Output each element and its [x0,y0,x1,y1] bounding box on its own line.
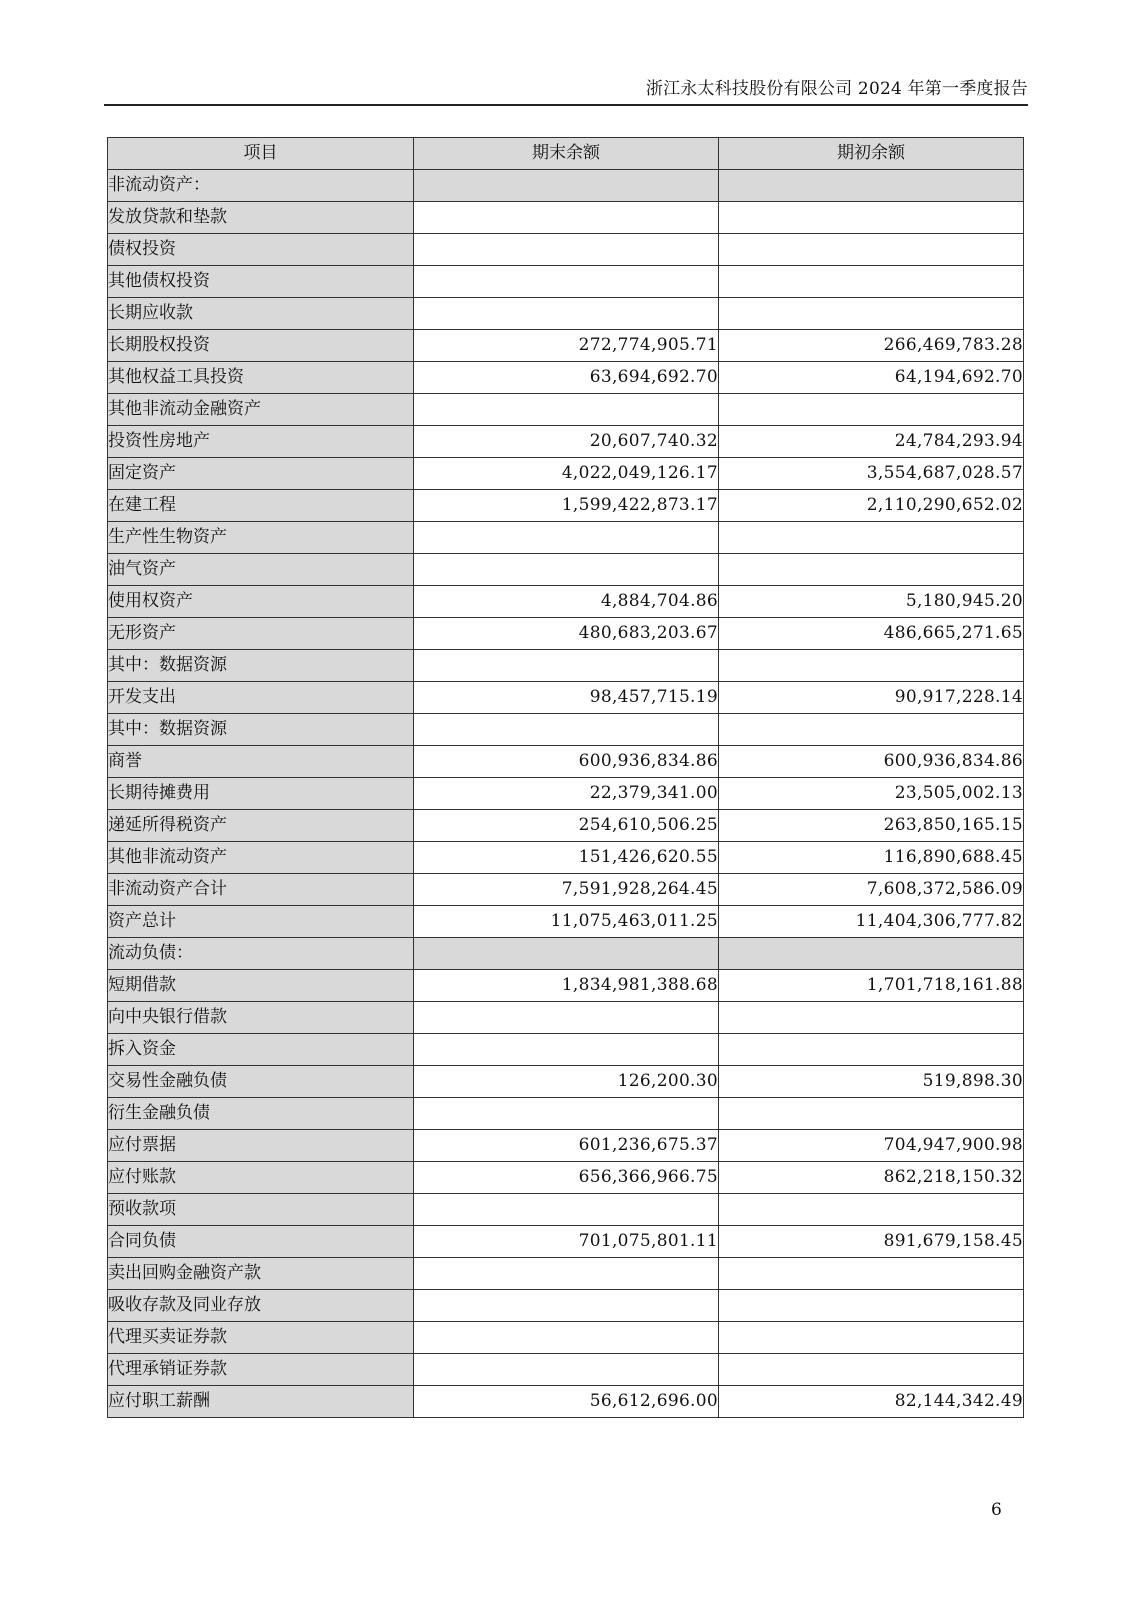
ending-balance-cell: 98,457,715.19 [414,682,719,714]
row-label: 递延所得税资产 [108,810,414,842]
beginning-balance-cell: 519,898.30 [719,1066,1024,1098]
table-row [108,1354,1024,1386]
beginning-balance-cell [719,170,1024,202]
table-row [108,1386,1024,1418]
beginning-balance-cell: 600,936,834.86 [719,746,1024,778]
beginning-balance-cell: 5,180,945.20 [719,586,1024,618]
beginning-balance-cell [719,554,1024,586]
row-label: 代理买卖证券款 [108,1322,414,1354]
beginning-balance-cell [719,298,1024,330]
table-row [108,458,1024,490]
beginning-balance-cell: 486,665,271.65 [719,618,1024,650]
row-label: 应付职工薪酬 [108,1386,414,1418]
row-label: 预收款项 [108,1194,414,1226]
row-label: 资产总计 [108,906,414,938]
beginning-balance-cell: 1,701,718,161.88 [719,970,1024,1002]
table-row [108,1098,1024,1130]
ending-balance-cell: 20,607,740.32 [414,426,719,458]
row-label: 其他债权投资 [108,266,414,298]
beginning-balance-cell [719,234,1024,266]
beginning-balance-cell [719,266,1024,298]
beginning-balance-cell [719,1194,1024,1226]
row-label: 代理承销证券款 [108,1354,414,1386]
beginning-balance-cell [719,1354,1024,1386]
beginning-balance-cell: 891,679,158.45 [719,1226,1024,1258]
row-label: 其中：数据资源 [108,714,414,746]
beginning-balance-cell: 82,144,342.49 [719,1386,1024,1418]
ending-balance-cell [414,522,719,554]
row-label: 商誉 [108,746,414,778]
ending-balance-cell [414,554,719,586]
row-label: 流动负债： [108,938,414,970]
beginning-balance-cell [719,938,1024,970]
table-row [108,1002,1024,1034]
row-label: 卖出回购金融资产款 [108,1258,414,1290]
row-label: 其他非流动资产 [108,842,414,874]
row-label: 其中：数据资源 [108,650,414,682]
table-row [108,1162,1024,1194]
ending-balance-cell: 63,694,692.70 [414,362,719,394]
beginning-balance-cell [719,1258,1024,1290]
row-label: 拆入资金 [108,1034,414,1066]
ending-balance-cell [414,234,719,266]
ending-balance-cell [414,1258,719,1290]
table-row [108,1290,1024,1322]
beginning-balance-cell: 862,218,150.32 [719,1162,1024,1194]
table-row [108,1130,1024,1162]
beginning-balance-cell: 3,554,687,028.57 [719,458,1024,490]
row-label: 应付票据 [108,1130,414,1162]
row-label: 吸收存款及同业存放 [108,1290,414,1322]
table-row [108,682,1024,714]
beginning-balance-cell: 263,850,165.15 [719,810,1024,842]
row-label: 交易性金融负债 [108,1066,414,1098]
table-row [108,202,1024,234]
beginning-balance-cell: 116,890,688.45 [719,842,1024,874]
ending-balance-cell: 601,236,675.37 [414,1130,719,1162]
column-header-item: 项目 [108,138,414,170]
ending-balance-cell [414,170,719,202]
beginning-balance-cell: 24,784,293.94 [719,426,1024,458]
column-header-beginning-balance: 期初余额 [719,138,1024,170]
ending-balance-cell: 272,774,905.71 [414,330,719,362]
balance-sheet-table [107,137,1024,1418]
beginning-balance-cell [719,1290,1024,1322]
beginning-balance-cell [719,1322,1024,1354]
table-row [108,266,1024,298]
ending-balance-cell [414,266,719,298]
table-row [108,234,1024,266]
row-label: 长期应收款 [108,298,414,330]
ending-balance-cell [414,1034,719,1066]
beginning-balance-cell: 11,404,306,777.82 [719,906,1024,938]
ending-balance-cell: 151,426,620.55 [414,842,719,874]
row-label: 非流动资产合计 [108,874,414,906]
table-row [108,362,1024,394]
row-label: 固定资产 [108,458,414,490]
table-row [108,842,1024,874]
table-row [108,906,1024,938]
ending-balance-cell: 600,936,834.86 [414,746,719,778]
ending-balance-cell: 254,610,506.25 [414,810,719,842]
ending-balance-cell [414,1002,719,1034]
table-row [108,1258,1024,1290]
table-row [108,970,1024,1002]
beginning-balance-cell: 266,469,783.28 [719,330,1024,362]
beginning-balance-cell [719,714,1024,746]
table-row [108,522,1024,554]
beginning-balance-cell [719,394,1024,426]
row-label: 投资性房地产 [108,426,414,458]
page-number: 6 [991,1500,1002,1520]
row-label: 短期借款 [108,970,414,1002]
ending-balance-cell [414,1290,719,1322]
row-label: 向中央银行借款 [108,1002,414,1034]
ending-balance-cell [414,1098,719,1130]
table-row [108,490,1024,522]
beginning-balance-cell [719,1002,1024,1034]
row-label: 其他权益工具投资 [108,362,414,394]
row-label: 其他非流动金融资产 [108,394,414,426]
page-header [104,78,1028,106]
ending-balance-cell: 11,075,463,011.25 [414,906,719,938]
row-label: 无形资产 [108,618,414,650]
beginning-balance-cell: 90,917,228.14 [719,682,1024,714]
ending-balance-cell [414,1354,719,1386]
table-section-row [108,170,1024,202]
table-row [108,650,1024,682]
ending-balance-cell: 56,612,696.00 [414,1386,719,1418]
ending-balance-cell [414,714,719,746]
ending-balance-cell: 1,599,422,873.17 [414,490,719,522]
row-label: 长期待摊费用 [108,778,414,810]
row-label: 衍生金融负债 [108,1098,414,1130]
table-row [108,426,1024,458]
table-row [108,874,1024,906]
row-label: 在建工程 [108,490,414,522]
ending-balance-cell [414,1194,719,1226]
ending-balance-cell: 656,366,966.75 [414,1162,719,1194]
ending-balance-cell [414,1322,719,1354]
row-label: 合同负债 [108,1226,414,1258]
table-row [108,778,1024,810]
table-row [108,810,1024,842]
table-header-row [108,138,1024,170]
column-header-ending-balance: 期末余额 [414,138,719,170]
ending-balance-cell: 480,683,203.67 [414,618,719,650]
ending-balance-cell: 4,022,049,126.17 [414,458,719,490]
table-row [108,746,1024,778]
ending-balance-cell: 22,379,341.00 [414,778,719,810]
ending-balance-cell: 4,884,704.86 [414,586,719,618]
report-title: 浙江永太科技股份有限公司 2024 年第一季度报告 [645,79,1028,99]
beginning-balance-cell [719,1098,1024,1130]
ending-balance-cell: 7,591,928,264.45 [414,874,719,906]
table-row [108,394,1024,426]
beginning-balance-cell [719,202,1024,234]
ending-balance-cell [414,394,719,426]
ending-balance-cell [414,202,719,234]
beginning-balance-cell: 704,947,900.98 [719,1130,1024,1162]
row-label: 债权投资 [108,234,414,266]
beginning-balance-cell: 23,505,002.13 [719,778,1024,810]
beginning-balance-cell [719,1034,1024,1066]
table-section-row [108,938,1024,970]
row-label: 长期股权投资 [108,330,414,362]
ending-balance-cell: 1,834,981,388.68 [414,970,719,1002]
table-row [108,298,1024,330]
table-row [108,714,1024,746]
row-label: 发放贷款和垫款 [108,202,414,234]
table-row [108,618,1024,650]
table-row [108,330,1024,362]
row-label: 使用权资产 [108,586,414,618]
table-row [108,554,1024,586]
table-row [108,586,1024,618]
table-row [108,1194,1024,1226]
row-label: 油气资产 [108,554,414,586]
row-label: 生产性生物资产 [108,522,414,554]
row-label: 非流动资产： [108,170,414,202]
table-row [108,1226,1024,1258]
ending-balance-cell [414,650,719,682]
beginning-balance-cell [719,522,1024,554]
table-row [108,1322,1024,1354]
beginning-balance-cell: 7,608,372,586.09 [719,874,1024,906]
beginning-balance-cell: 64,194,692.70 [719,362,1024,394]
beginning-balance-cell: 2,110,290,652.02 [719,490,1024,522]
ending-balance-cell: 701,075,801.11 [414,1226,719,1258]
ending-balance-cell [414,938,719,970]
row-label: 应付账款 [108,1162,414,1194]
ending-balance-cell [414,298,719,330]
table-row [108,1066,1024,1098]
ending-balance-cell: 126,200.30 [414,1066,719,1098]
beginning-balance-cell [719,650,1024,682]
table-row [108,1034,1024,1066]
row-label: 开发支出 [108,682,414,714]
